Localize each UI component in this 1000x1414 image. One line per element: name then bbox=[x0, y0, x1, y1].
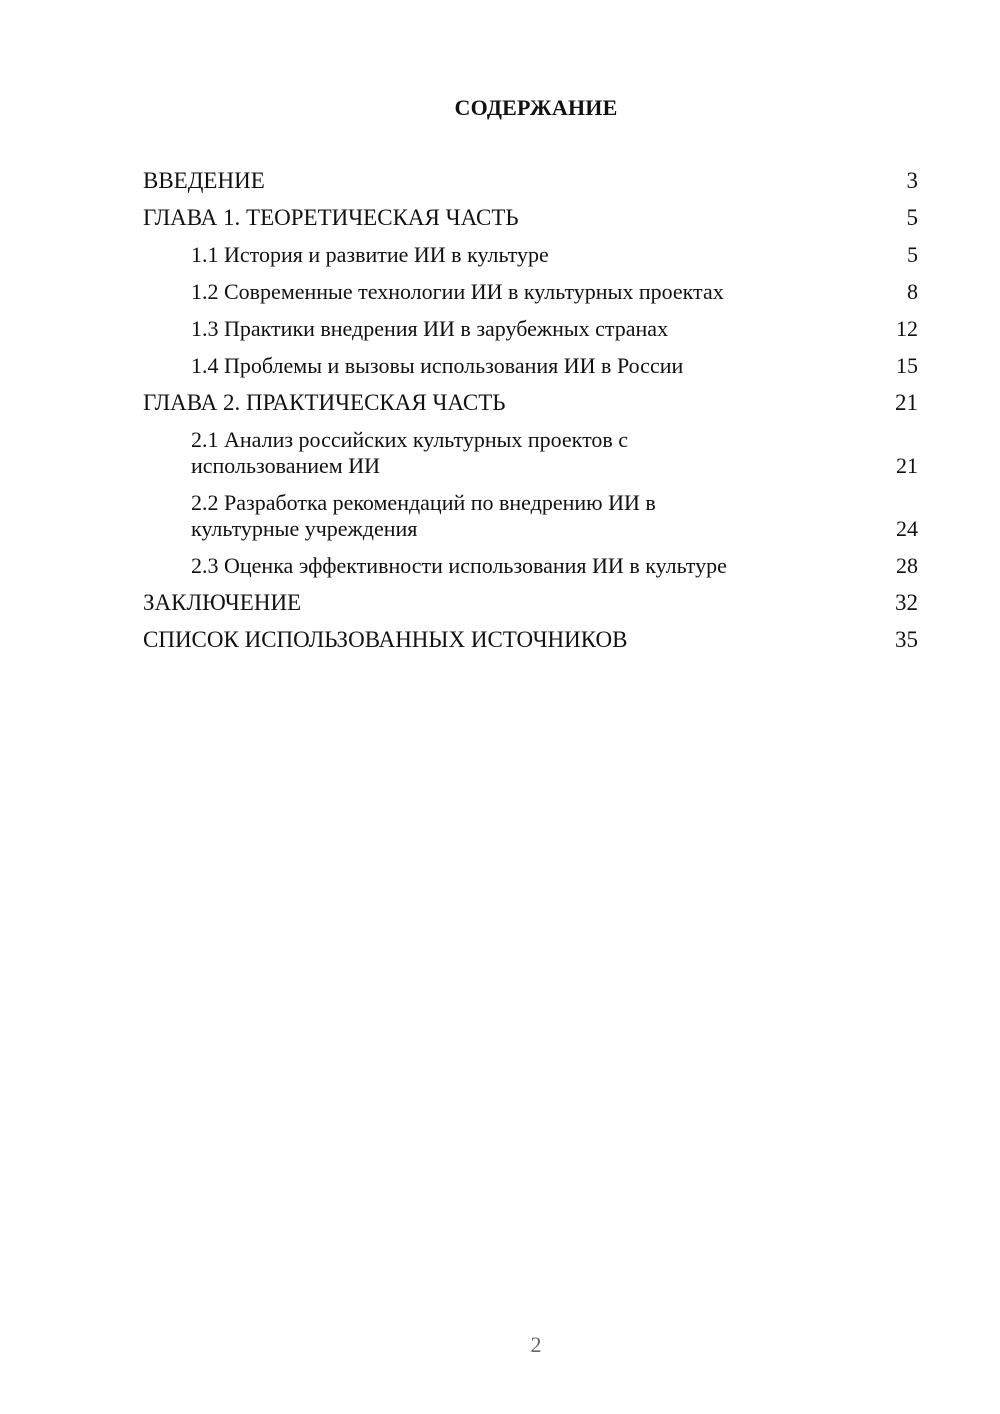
toc-entry-introduction[interactable] bbox=[143, 168, 918, 194]
toc-entry-references[interactable] bbox=[143, 627, 918, 653]
toc-entry-label: ГЛАВА 1. ТЕОРЕТИЧЕСКАЯ ЧАСТЬ bbox=[143, 205, 519, 230]
toc-entry-section-1-2[interactable] bbox=[143, 279, 918, 305]
toc-entry-page: 24 bbox=[896, 516, 918, 541]
toc-entry-page: 35 bbox=[895, 627, 918, 652]
toc-entry-page: 21 bbox=[896, 453, 918, 478]
toc-entry-label: СПИСОК ИСПОЛЬЗОВАННЫХ ИСТОЧНИКОВ bbox=[143, 627, 628, 652]
toc-entry-page: 5 bbox=[907, 242, 918, 267]
toc-entry-label: 2.3 Оценка эффективности использования ИИ в культуре bbox=[191, 553, 727, 578]
toc-entry-label: ЗАКЛЮЧЕНИЕ bbox=[143, 590, 302, 615]
toc-entry-label: 1.3 Практики внедрения ИИ в зарубежных странах bbox=[191, 316, 669, 341]
toc-entry-page: 21 bbox=[895, 390, 918, 415]
toc-entry-label: ГЛАВА 2. ПРАКТИЧЕСКАЯ ЧАСТЬ bbox=[143, 390, 506, 415]
toc-entry-section-1-3[interactable] bbox=[143, 316, 918, 342]
page-number: 2 bbox=[530, 1332, 542, 1357]
toc-entry-label: 1.2 Современные технологии ИИ в культурных проектах bbox=[191, 279, 724, 304]
toc-entry-section-2-1[interactable] bbox=[143, 427, 918, 479]
toc-entry-section-2-2[interactable] bbox=[143, 490, 918, 542]
toc-entry-chapter-2[interactable] bbox=[143, 390, 918, 416]
toc-entry-page: 8 bbox=[907, 279, 918, 304]
toc-entry-section-1-1[interactable] bbox=[143, 242, 918, 268]
toc-entry-label: ВВЕДЕНИЕ bbox=[143, 168, 265, 193]
toc-entry-label: 2.1 Анализ российских культурных проектов с использованием ИИ bbox=[191, 427, 629, 478]
toc-entry-label: 1.4 Проблемы и вызовы использования ИИ в России bbox=[191, 353, 684, 378]
toc-entry-label: 2.2 Разработка рекомендаций по внедрению ИИ в культурные учреждения bbox=[191, 490, 656, 541]
toc-entry-page: 5 bbox=[906, 205, 918, 230]
table-of-contents bbox=[143, 168, 918, 664]
toc-entry-page: 12 bbox=[896, 316, 918, 341]
toc-entry-conclusion[interactable] bbox=[143, 590, 918, 616]
toc-entry-section-1-4[interactable] bbox=[143, 353, 918, 379]
toc-entry-label: 1.1 История и развитие ИИ в культуре bbox=[191, 242, 549, 267]
toc-entry-page: 3 bbox=[906, 168, 918, 193]
toc-entry-chapter-1[interactable] bbox=[143, 205, 918, 231]
toc-entry-page: 28 bbox=[896, 553, 918, 578]
toc-entry-section-2-3[interactable] bbox=[143, 553, 918, 579]
page-title: СОДЕРЖАНИЕ bbox=[454, 95, 618, 120]
toc-entry-page: 15 bbox=[896, 353, 918, 378]
toc-entry-page: 32 bbox=[895, 590, 918, 615]
